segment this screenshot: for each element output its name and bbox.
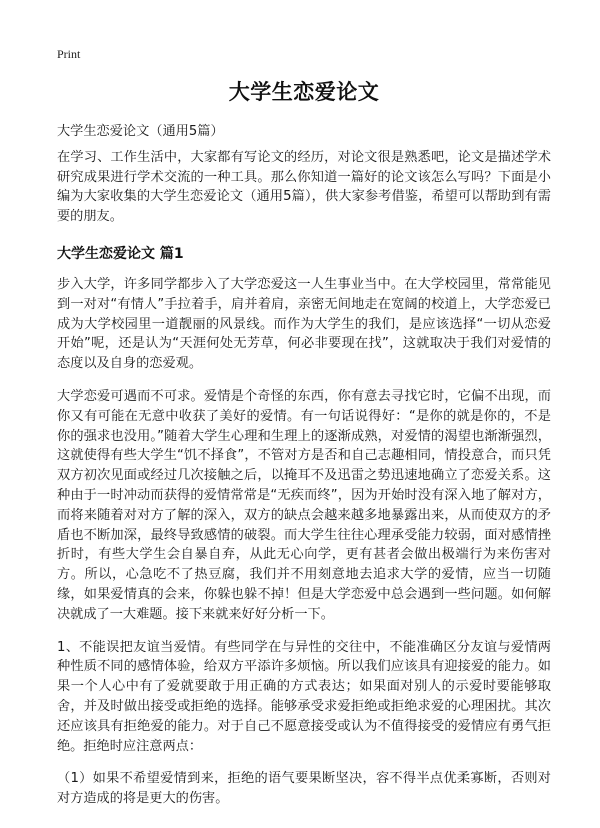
body-paragraph-3: 1、不能误把友谊当爱情。有些同学在与异性的交往中，不能准确区分友谊与爱情两种性质不同的感情体验，给双方平添许多烦恼。所以我们应该具有迎接爱的能力。如果一个人心中有了爱就要敢于用正确的方式表达；如果面对别人的示爱时要能够取舍，并及时做出接受或拒绝的选择。能够承受求爱拒绝或拒绝求爱的心理困扰。其次还应该具有拒绝爱的能力。对于自己不愿意接受或认为不值得接受的爱情应有勇气拒绝。拒绝时应注意两点： (57, 639, 551, 754)
page-title: 大学生恋爱论文 (228, 80, 380, 104)
section-heading: 大学生恋爱论文 篇1 (57, 245, 184, 262)
body-paragraph-1: 步入大学，许多同学都步入了大学恋爱这一人生事业当中。在大学校园里，常常能见到一对对“有情人”手拉着手，肩并着肩，亲密无间地走在宽阔的校道上，大学恋爱已成为大学校园里一道靓丽的风景线。而作为大学生的我们，是应该选择“一切从恋爱开始”呢，还是认为“天涯何处无芳草，何必非要现在找”，这就取决于我们对爱情的态度以及自身的恋爱观。 (57, 276, 551, 372)
document-subtitle: 大学生恋爱论文（通用5篇） (57, 124, 224, 139)
intro-paragraph: 在学习、工作生活中，大家都有写论文的经历，对论文很是熟悉吧，论文是描述学术研究成果进行学术交流的一种工具。那么你知道一篇好的论文该怎么写吗？下面是小编为大家收集的大学生恋爱论文（通用5篇），供大家参考借鉴，希望可以帮助到有需要的朋友。 (57, 149, 551, 225)
print-link[interactable]: Print (57, 47, 81, 61)
body-paragraph-2: 大学恋爱可遇而不可求。爱情是个奇怪的东西，你有意去寻找它时，它偏不出现，而你又有可能在无意中收获了美好的爱情。有一句话说得好：“是你的就是你的，不是你的强求也没用。”随着大学生心理和生理上的逐渐成熟，对爱情的渴望也渐渐强烈，这就使得有些大学生“饥不择食”，不管对方是否和自己志趣相同，情投意合，而只凭双方初次见面或经过几次接触之后，以掩耳不及迅雷之势迅速地确立了恋爱关系。这种由于一时冲动而获得的爱情常常是“无疾而终”，因为开始时没有深入地了解对方，而将来随着对对方了解的深入，双方的缺点会越来越多地暴露出来，从而使双方的矛盾也不断加深，最终导致感情的破裂。而大学生往往心理承受能力较弱，面对感情挫折时，有些大学生会自暴自弃，从此无心向学，更有甚者会做出极端行为来伤害对方。所以，心急吃不了热豆腐，我们并不用刻意地去追求大学的爱情，应当一切随缘，如果爱情真的会来，你躲也躲不掉！但是大学恋爱中总会遇到一些问题。如何解决就成了一大难题。接下来就来好好分析一下。 (57, 388, 551, 622)
body-paragraph-4: （1）如果不希望爱情到来，拒绝的语气要果断坚决，容不得半点优柔寡断，否则对对方造成的将是更大的伤害。 (57, 771, 551, 807)
document-body (57, 76, 551, 822)
